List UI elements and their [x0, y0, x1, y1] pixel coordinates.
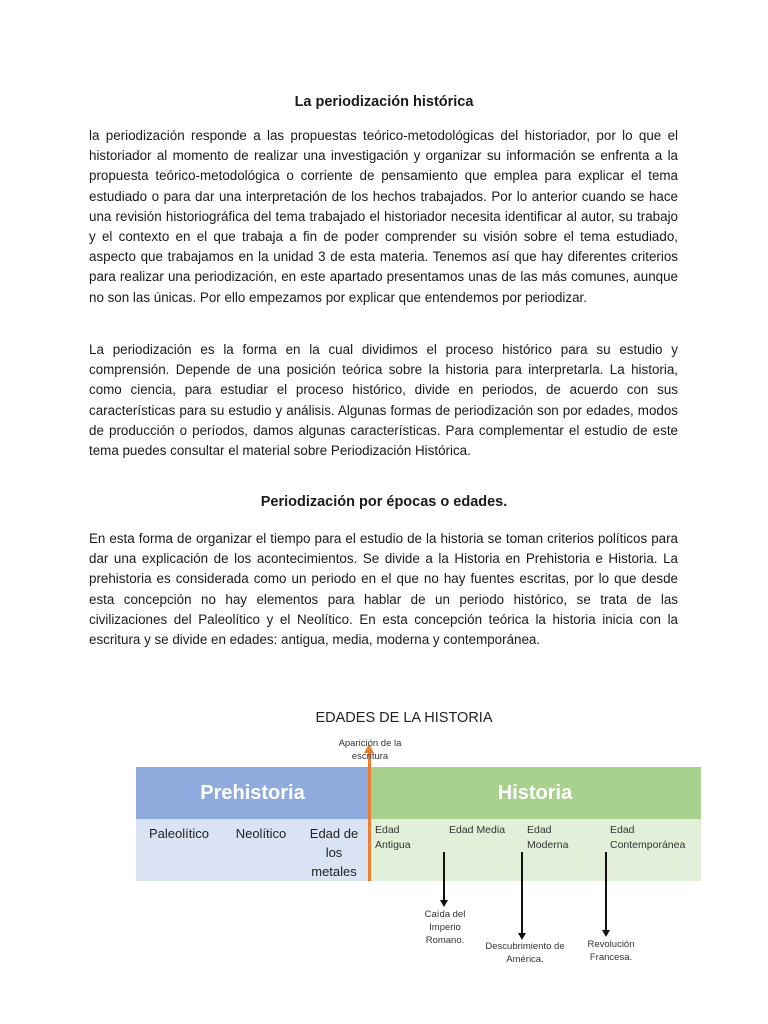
- historia-header: Historia: [369, 767, 701, 819]
- diagram-title: EDADES DE LA HISTORIA: [315, 710, 493, 726]
- writing-timeline-line: [368, 750, 371, 881]
- event-rome: Caída del Imperio Romano.: [424, 909, 466, 946]
- arrow-down-icon: [440, 900, 448, 907]
- period-edad-metales: Edad de los metales: [309, 826, 359, 879]
- period-edad-contemporanea: Edad Contemporánea: [610, 824, 686, 851]
- paragraph-intro: la periodización responde a las propuestas teórico-metodológicas del historiador, por lo que el historiador al momento de realizar una investigación y organizar su información se enfrenta a la propuesta teórico-metodológica o corriente de pensamiento que emplea para explicar el tema estudiado o para dar una interpretación de los hechos trabajados. Por lo anterior cuando se hace una revisión historiográfica del tema trabajado el historiador necesita identificar al autor, su trabajo y el contexto en el que trabaja a fin de poder comprender su visión sobre el tema estudiado, aspecto que trabajamos en la unidad 3 de esta materia. Tenemos así que hay diferentes criterios para realizar una periodización, en este apartado presentamos unas de las más comunes, aunque no son las únicas. Por ello empezamos por explicar que entendemos por periodizar.: [89, 128, 678, 305]
- period-paleolitico: Paleolítico: [149, 826, 209, 841]
- page-title: La periodización histórica: [294, 94, 474, 110]
- arrow-down-icon: [602, 930, 610, 937]
- event-america: Descubrimiento de América.: [485, 941, 565, 965]
- period-edad-media: Edad Media: [449, 824, 506, 836]
- event-line-rome: [443, 852, 445, 903]
- paragraph-epochs: En esta forma de organizar el tiempo para el estudio de la historia se toman criterios políticos para dar una explicación de los acontecimientos. Se divide a la Historia en Prehistoria e Historia. La prehistoria es considerada como un periodo en el que no hay fuentes escritas, por lo que desde esta concepción no hay elementos para hablar de un periodo histórico, se trata de las civilizaciones del Paleolítico y el Neolítico. En esta concepción teórica la historia inicia con la escritura y se divide en edades: antigua, media, moderna y contemporánea.: [89, 531, 678, 648]
- writing-marker-label: Aparición de la escritura: [338, 738, 402, 762]
- section-title: Periodización por épocas o edades.: [260, 494, 508, 510]
- arrow-down-icon: [518, 933, 526, 940]
- event-line-america: [521, 852, 523, 936]
- paragraph-definition: La periodización es la forma en la cual dividimos el proceso histórico para su estudio y comprensión. Depende de una posición teórica sobre la historia para interpretarla. La historia, como ciencia, para estudiar el proceso histórico, divide en periodos, de acuerdo con sus características para su estudio y análisis. Algunas formas de periodización son por edades, modos de producción o períodos, damos algunas características. Para complementar el estudio de este tema puedes consultar el material sobre Periodización Histórica.: [89, 342, 678, 459]
- period-neolitico: Neolítico: [235, 826, 287, 841]
- period-edad-antigua: Edad Antigua: [375, 824, 411, 851]
- period-edad-moderna: Edad Moderna: [527, 824, 569, 851]
- event-line-french-revolution: [605, 852, 607, 933]
- prehistoria-header: Prehistoria: [136, 767, 369, 819]
- event-french-revolution: Revolución Francesa.: [587, 939, 635, 963]
